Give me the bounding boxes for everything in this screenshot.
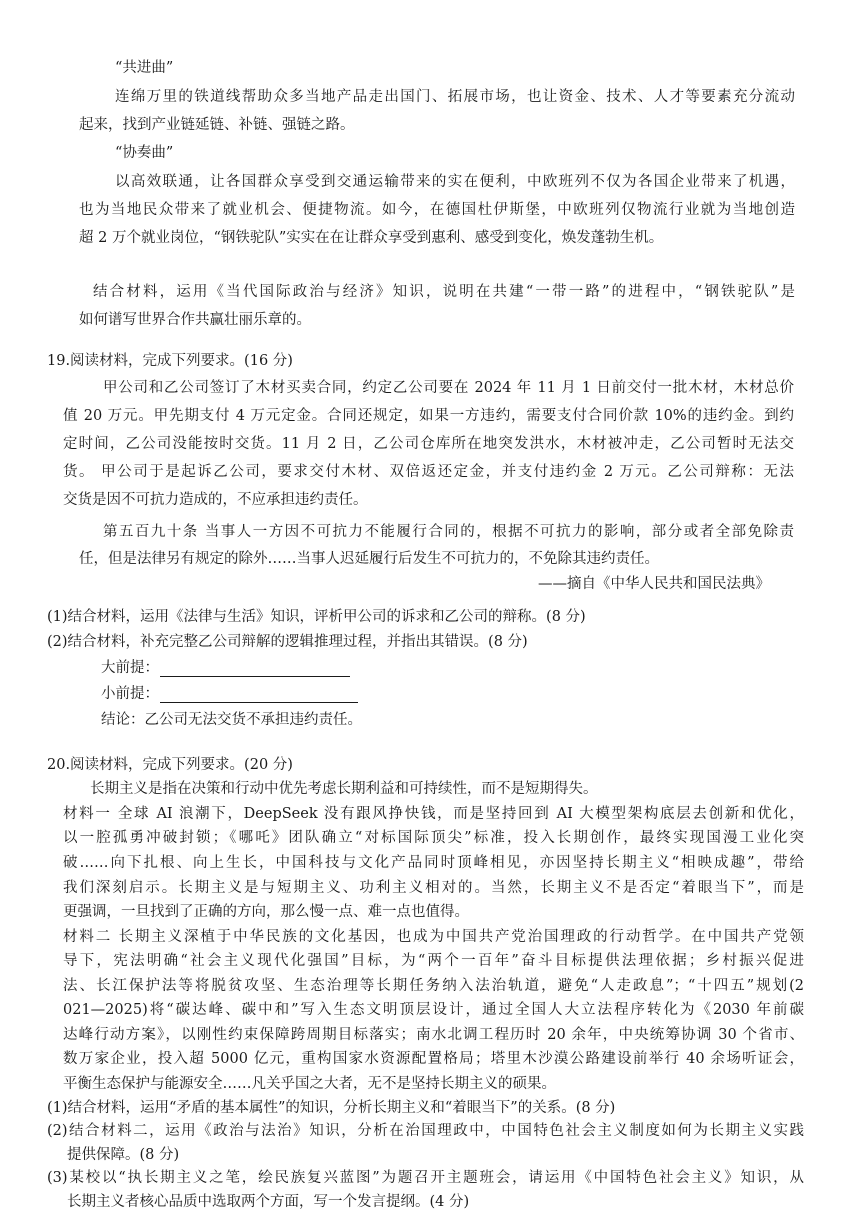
material-two: 达峰行动方案》，以刚性约束保障跨周期目标落实；南水北调工程历时 20 余年，中央统筹协调 30 个省市、	[63, 1026, 804, 1043]
material-one: 材料一 全球 AI 浪潮下，DeepSeek 没有跟风挣快钱，而是坚持回到 AI 大模型架构底层去创新和优化，	[63, 805, 804, 822]
material-two: 数万家企业，投入超 5000 亿元，重构国家水资源配置格局；塔里木沙漠公路建设前举行 40 余场听证会，	[63, 1051, 804, 1068]
material-paragraph: 交货是因不可抗力造成的，不应承担违约责任。	[63, 492, 368, 508]
material-paragraph: 起来，找到产业链延链、补链、强链之路。	[79, 117, 355, 133]
material-paragraph: 定时间，乙公司没能按时交货。11 月 2 日，乙公司仓库所在地突发洪水，木材被冲走，乙公司暂时无法交	[63, 436, 794, 452]
material-one: 我们深刻启示。长期主义是与短期主义、功利主义相对的。当然，长期主义不是否定“着眼当下”，而是	[63, 879, 804, 896]
question-20-title: 20.阅读材料，完成下列要求。(20 分)	[47, 756, 293, 773]
question-20-sub-2: 提供保障。(8 分)	[67, 1146, 180, 1163]
question-20-sub-3: 长期主义者核心品质中选取两个方面，写一个发言提纲。(4 分)	[67, 1194, 470, 1210]
major-premise-label: 大前提：	[101, 660, 159, 676]
material-paragraph: 以高效联通，让各国群众享受到交通运输带来的实在便利，中欧班列不仅为各国企业带来了机遇，	[115, 174, 795, 190]
question-20-sub-2: (2)结合材料二，运用《政治与法治》知识，分析在治国理政中，中国特色社会主义制度如何为长期主义实践	[47, 1123, 804, 1140]
material-paragraph: 连绵万里的铁道线帮助众多当地产品走出国门、拓展市场，也让资金、技术、人才等要素充分流动	[115, 89, 795, 105]
material-two: 导下，宪法明确“社会主义现代化强国”目标，为“两个一百年”奋斗目标提供法理依据；乡村振兴促进	[63, 953, 804, 970]
question-prompt: 如何谱写世界合作共赢壮丽乐章的。	[79, 312, 311, 328]
law-source: ——摘自《中华人民共和国民法典》	[538, 576, 770, 592]
major-premise-blank[interactable]	[160, 676, 350, 677]
question-19-sub-2: (2)结合材料，补充完整乙公司辩解的逻辑推理过程，并指出其错误。(8 分)	[47, 634, 528, 650]
question-20-sub-3: (3)某校以“执长期主义之笔，绘民族复兴蓝图”为题召开主题班会，请运用《中国特色社会主义》知识，从	[47, 1170, 804, 1187]
question-19-title: 19.阅读材料，完成下列要求。(16 分)	[47, 353, 293, 369]
minor-premise-label: 小前提：	[101, 686, 159, 702]
material-paragraph: 值 20 万元。甲先期支付 4 万元定金。合同还规定，如果一方违约，需要支付合同价款 10%的违约金。到约	[63, 408, 794, 424]
material-two: 法、长江保护法等将脱贫攻坚、生态治理等长期任务纳入法治轨道，避免“人走政息”；“十四五”规划(2	[63, 977, 804, 994]
material-paragraph: 货。 甲公司于是起诉乙公司，要求交付木材、双倍返还定金，并支付违约金 2 万元。乙公司辩称：无法	[63, 464, 794, 480]
material-one: 更强调，一旦找到了正确的方向，那么慢一点、难一点也值得。	[63, 904, 469, 921]
material-paragraph: 也为当地民众带来了就业机会、便捷物流。如今，在德国杜伊斯堡，中欧班列仅物流行业就为当地创造	[79, 202, 795, 218]
material-heading-xiezouqu: “协奏曲”	[115, 145, 174, 161]
material-two: 材料二 长期主义深植于中华民族的文化基因，也成为中国共产党治国理政的行动哲学。在中国共产党领	[63, 928, 804, 945]
definition-text: 长期主义是指在决策和行动中优先考虑长期利益和可持续性，而不是短期得失。	[90, 781, 598, 798]
material-paragraph: 甲公司和乙公司签订了木材买卖合同，约定乙公司要在 2024 年 11 月 1 日前交付一批木材，木材总价	[103, 380, 794, 396]
law-article: 任，但是法律另有规定的除外……当事人迟延履行后发生不可抗力的，不免除其违约责任。	[79, 551, 659, 567]
material-paragraph: 超 2 万个就业岗位，“钢铁驼队”实实在在让群众享受到惠利、感受到变化，焕发蓬勃生机。	[79, 230, 664, 246]
material-heading-gongjinqu: “共进曲”	[115, 60, 174, 76]
law-article: 第五百九十条 当事人一方因不可抗力不能履行合同的，根据不可抗力的影响，部分或者全部免除责	[103, 524, 794, 540]
minor-premise-blank[interactable]	[160, 702, 358, 703]
conclusion-text: 结论：乙公司无法交货不承担违约责任。	[101, 712, 362, 728]
material-one: 破……向下扎根、向上生长，中国科技与文化产品同时顶峰相见，亦因坚持长期主义“相映成趣”，带给	[63, 854, 804, 871]
material-two: 平衡生态保护与能源安全……凡关乎国之大者，无不是坚持长期主义的硕果。	[63, 1075, 556, 1092]
question-20-sub-1: (1)结合材料，运用“矛盾的基本属性”的知识，分析长期主义和“着眼当下”的关系。(8 分)	[47, 1099, 616, 1116]
material-two: 021—2025)将“碳达峰、碳中和”写入生态文明顶层设计，通过全国人大立法程序转化为《2030 年前碳	[63, 1002, 804, 1019]
question-19-sub-1: (1)结合材料，运用《法律与生活》知识，评析甲公司的诉求和乙公司的辩称。(8 分)	[47, 609, 586, 625]
material-one: 以一腔孤勇冲破封锁；《哪吒》团队确立“对标国际顶尖”标准，投入长期创作，最终实现国漫工业化突	[63, 830, 804, 847]
question-prompt: 结合材料，运用《当代国际政治与经济》知识，说明在共建“一带一路”的进程中，“钢铁驼队”是	[93, 284, 795, 300]
